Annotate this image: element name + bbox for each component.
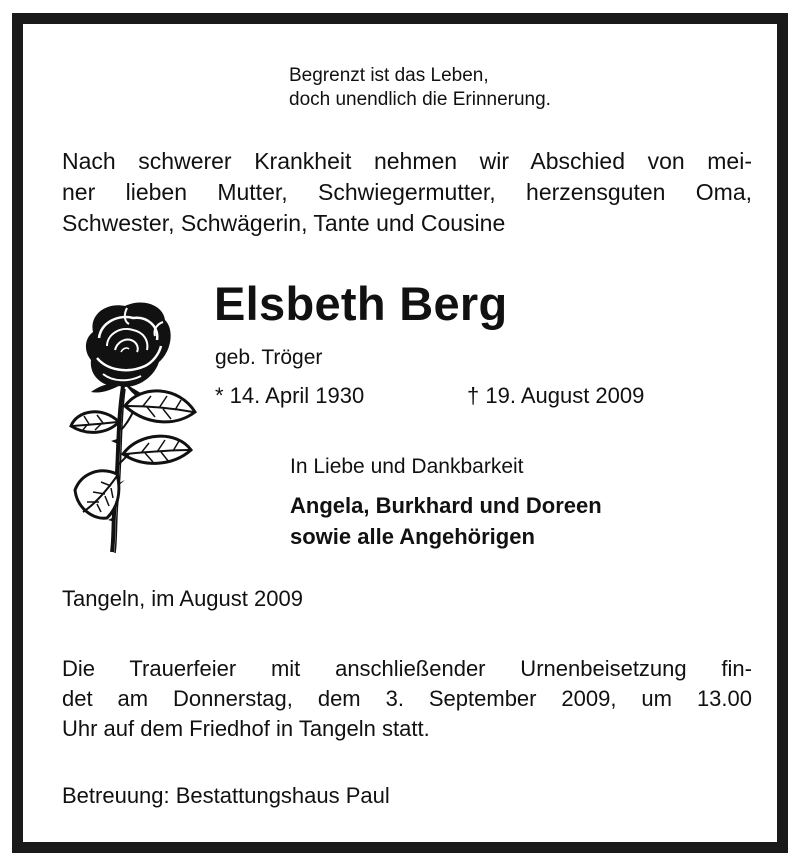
funeral-line-3: Uhr auf dem Friedhof in Tangeln statt.: [62, 716, 430, 741]
death-date: † 19. August 2009: [467, 383, 645, 408]
motto-line-2: doch unendlich die Erinnerung.: [289, 89, 551, 110]
birth-date: * 14. April 1930: [215, 383, 365, 408]
place-date: Tangeln, im August 2009: [62, 586, 303, 611]
mourners-names: [290, 490, 602, 552]
funeral-info: [62, 654, 752, 744]
mourners-line-2: sowie alle Angehörigen: [290, 524, 535, 549]
greeting-text: In Liebe und Dankbarkeit: [290, 455, 524, 478]
intro-line-1: Nach schwerer Krankheit nehmen wir Abschied von mei-: [62, 148, 752, 174]
motto-quote: [289, 64, 551, 112]
obituary-frame: [12, 13, 788, 853]
rose-icon: [67, 294, 213, 556]
funeral-line-2: det am Donnerstag, dem 3. September 2009, um 13.00: [62, 686, 752, 711]
motto-line-1: Begrenzt ist das Leben,: [289, 65, 489, 86]
intro-line-2: ner lieben Mutter, Schwiegermutter, herzensguten Oma,: [62, 179, 752, 205]
funeral-line-1: Die Trauerfeier mit anschließender Urnenbeisetzung fin-: [62, 656, 752, 681]
intro-paragraph: [62, 146, 752, 239]
intro-line-3: Schwester, Schwägerin, Tante und Cousine: [62, 210, 506, 236]
maiden-name: geb. Tröger: [215, 346, 323, 369]
deceased-name: Elsbeth Berg: [214, 277, 508, 330]
mourners-line-1: Angela, Burkhard und Doreen: [290, 493, 602, 518]
funeral-home: Betreuung: Bestattungshaus Paul: [62, 783, 390, 808]
